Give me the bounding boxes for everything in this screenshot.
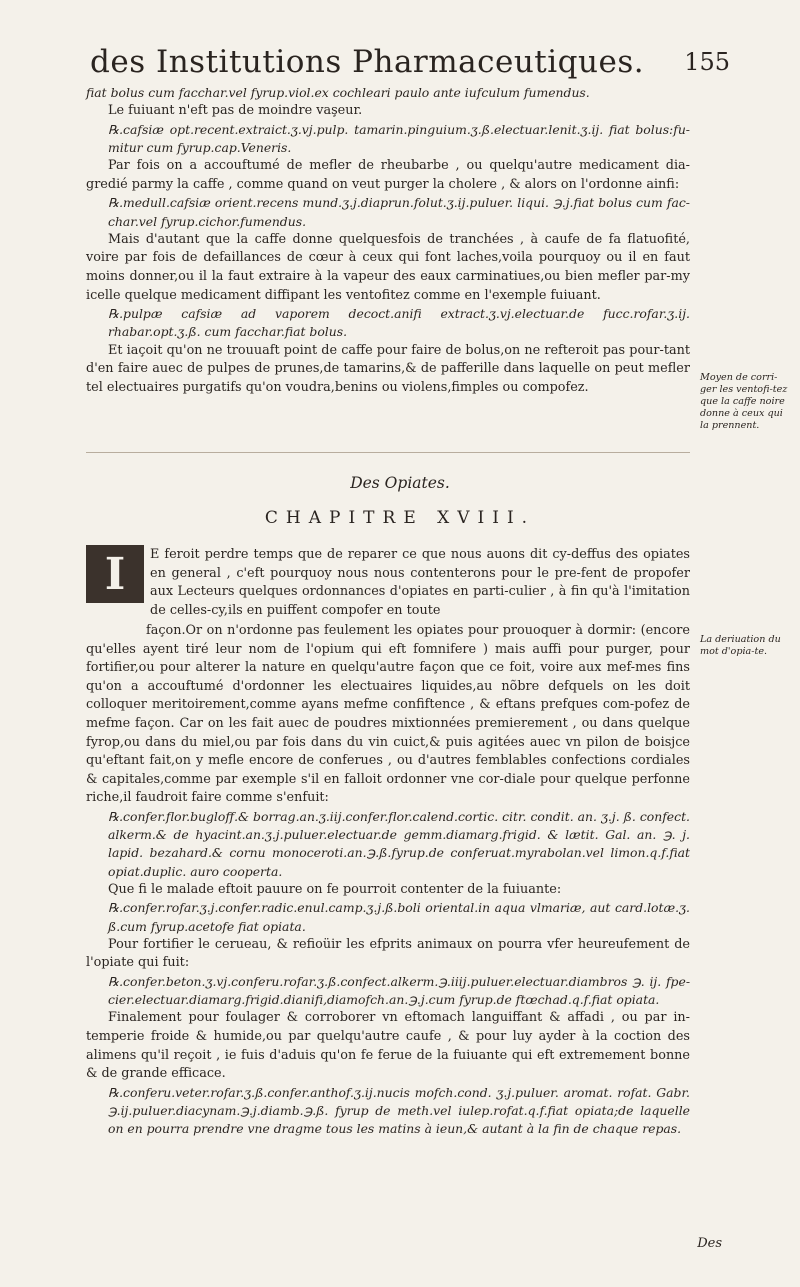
prescription-6: ℞.confer.beton.ʒ.vj.conferu.rofar.ʒ.ß.confect.alkerm.℈.iiij.puluer.electuar.diambros ℈. ij. fpe-cier.electuar.diamarg.frigid.dianifi,diamofch.an.℈.j.cum fyrup.de ftœchad.q.f.fiat opiata. [108,973,690,1008]
prescription-0: fiat bolus cum facchar.vel fyrup.viol.ex cochleari paulo ante iufculum fumendus. [86,85,590,100]
chapter-title: CHAPITRE XVIII. [264,508,536,528]
top-text-block [86,84,690,397]
paragraph-2: Par fois on a accouftumé de mefler de rheubarbe , ou quelqu'autre medicament dia-gredié parmy la caffe , comme quand on veut purger la cholere , & alors on l'ordonne ainfi: [86,158,690,192]
prescription-3: ℞.pulpæ cafsiæ ad vaporem decoct.anifi extract.ʒ.vj.electuar.de fucc.rofar.ʒ.ij. rhabar.opt.ʒ.ß. cum facchar.fiat bolus. [108,306,690,340]
margin-note-1: Moyen de corri-ger les ventofi-tez que la caffe noire donne à ceux qui la prennent. [700,372,788,431]
paragraph-4: Et iaçoit qu'on ne trouuaft point de caffe pour faire de bolus,on ne refteroit pas pour-tant d'en faire auec de pulpes de prunes,de tamarins,& de pafferille dans laquelle on peut mefler tel electuaires purgatifs qu'on voudra,benins ou violens,fimples ou compofez. [86,342,690,395]
paragraph-8: Finalement pour foulager & corroborer vn eftomach languiffant & affadi , ou par in-temperie froide & humide,ou par quelqu'autre caufe , & pour luy ayder à la coction des alimens qu'il reçoit , ie fuis d'aduis qu'on fe ferue de la fuiuante qui eft extremement bonne & de grande efficace. [86,1010,690,1082]
paragraph-5: façon.Or on n'ordonne pas feulement les opiates pour prouoquer à dormir: (encore qu'elles ayent tiré leur nom de l'opium qui eft fomnifere ) mais auffi pour purger, pour fortifier,ou pour alterer la nature en quelqu'autre façon que ce foit, voire aux mef-mes fins qu'on a accouftumé d'ordonner les electuaires liquides,au nõbre defquels on les doit colloquer meritoirement,comme ayans mefme confiftence , & eftans prefques com-pofez de mefme façon. Car on les fait auec de poudres mixtionnées premierement , ou dans quelque fyrop,ou dans du miel,ou par fois dans du vin cuict,& puis agitées auec vn pilon de boisjce qu'eftant fait,on y mefle encore de conferues , ou d'autres femblables confections cordiales & capitales,comme par exemple s'il en falloit ordonner vne cor-diale pour quelque perfonne riche,il faudroit faire comme s'enfuit: [86,623,690,806]
paragraph-1: Le fuiuant n'eft pas de moindre vaşeur. [108,103,363,119]
divider [86,452,690,453]
running-head: des Institutions Pharmaceutiques. [90,44,645,80]
drop-cap: I [86,545,144,603]
prescription-7: ℞.conferu.veter.rofar.ʒ.ß.confer.anthof.ʒ.ij.nucis mofch.cond. ʒ.j.puluer. aromat. rofat. Gabr. ℈.ij.puluer.diacynam.℈.j.diamb.℈.ß. fyrup de meth.vel iulep.rofat.q.f.fiat opiata;de laquelle on en pourra prendre vne dragme tous les matins à ieun,& autant à la fin de chaque repas. [108,1084,690,1137]
prescription-1: ℞.cafsiæ opt.recent.extraict.ʒ.vj.pulp. tamarin.pinguium.ʒ.ß.electuar.lenit.ʒ.ij. fiat bolus:fu-mitur cum fyrup.cap.Veneris. [108,121,690,155]
page-number: 155 [684,48,730,76]
prescription-4: ℞.confer.flor.bugloff.& borrag.an.ʒ.iij.confer.flor.calend.cortic. citr. condit. an. ʒ.j. ß. confect. alkerm.& de hyacint.an.ʒ.j.puluer.electuar.de gemm.diamarg.frigid. & lætit. Gal. an. ℈. j. lapid. bezahard.& cornu monoceroti.an.℈.ß.fyrup.de conferuat.myrabolan.vel limon.q.f.fiat opiat.duplic. auro cooperta. [108,808,690,879]
paragraph-7: Pour fortifier le cerueau, & refioüir les efprits animaux on pourra vfer heureufement de l'opiate qui fuit: [86,936,690,971]
paragraph-3: Mais d'autant que la caffe donne quelquesfois de tranchées , à caufe de fa flatuofité, voire par fois de defaillances de cœur à ceux qui font laches,voila pourquoy ou il en faut moins donner,ou il la faut extraire à la vapeur des eaux carminatiues,ou bien mefler par-my icelle quelque medicament diffipant les ventofitez comme en l'exemple fuiuant. [86,231,690,303]
prescription-2: ℞.medull.cafsiæ orient.recens mund.ʒ.j.diaprun.folut.ʒ.ij.puluer. liqui. ℈.j.fiat bolus cum fac-char.vel fyrup.cichor.fumendus. [108,195,690,229]
paragraph-5-opening: E feroit perdre temps que de reparer ce que nous auons dit cy-deffus des opiates en general , c'eft pourquoy nous nous contenterons pour le pre-fent de propofer aux Lecteurs quelques ordonnances d'opiates en parti-culier , à fin qu'à l'imitation de celles-cy,ils en puiffent compofer en toute [150,547,690,618]
catchword: Des [697,1236,722,1251]
margin-note-2: La deriuation du mot d'opia-te. [700,634,781,657]
section-title: Des Opiates. [350,474,450,492]
paragraph-6: Que fi le malade eftoit pauure on fe pourroit contenter de la fuiuante: [108,881,562,897]
page-header [90,44,730,84]
chapter-text-block [86,622,690,1138]
prescription-5: ℞.confer.rofar.ʒ.j.confer.radic.enul.camp.ʒ.j.ß.boli oriental.in aqua vlmariæ, aut card.lotæ.ʒ. ß.cum fyrup.acetofe fiat opiata. [108,900,690,934]
chapter-opening-text [150,546,690,620]
